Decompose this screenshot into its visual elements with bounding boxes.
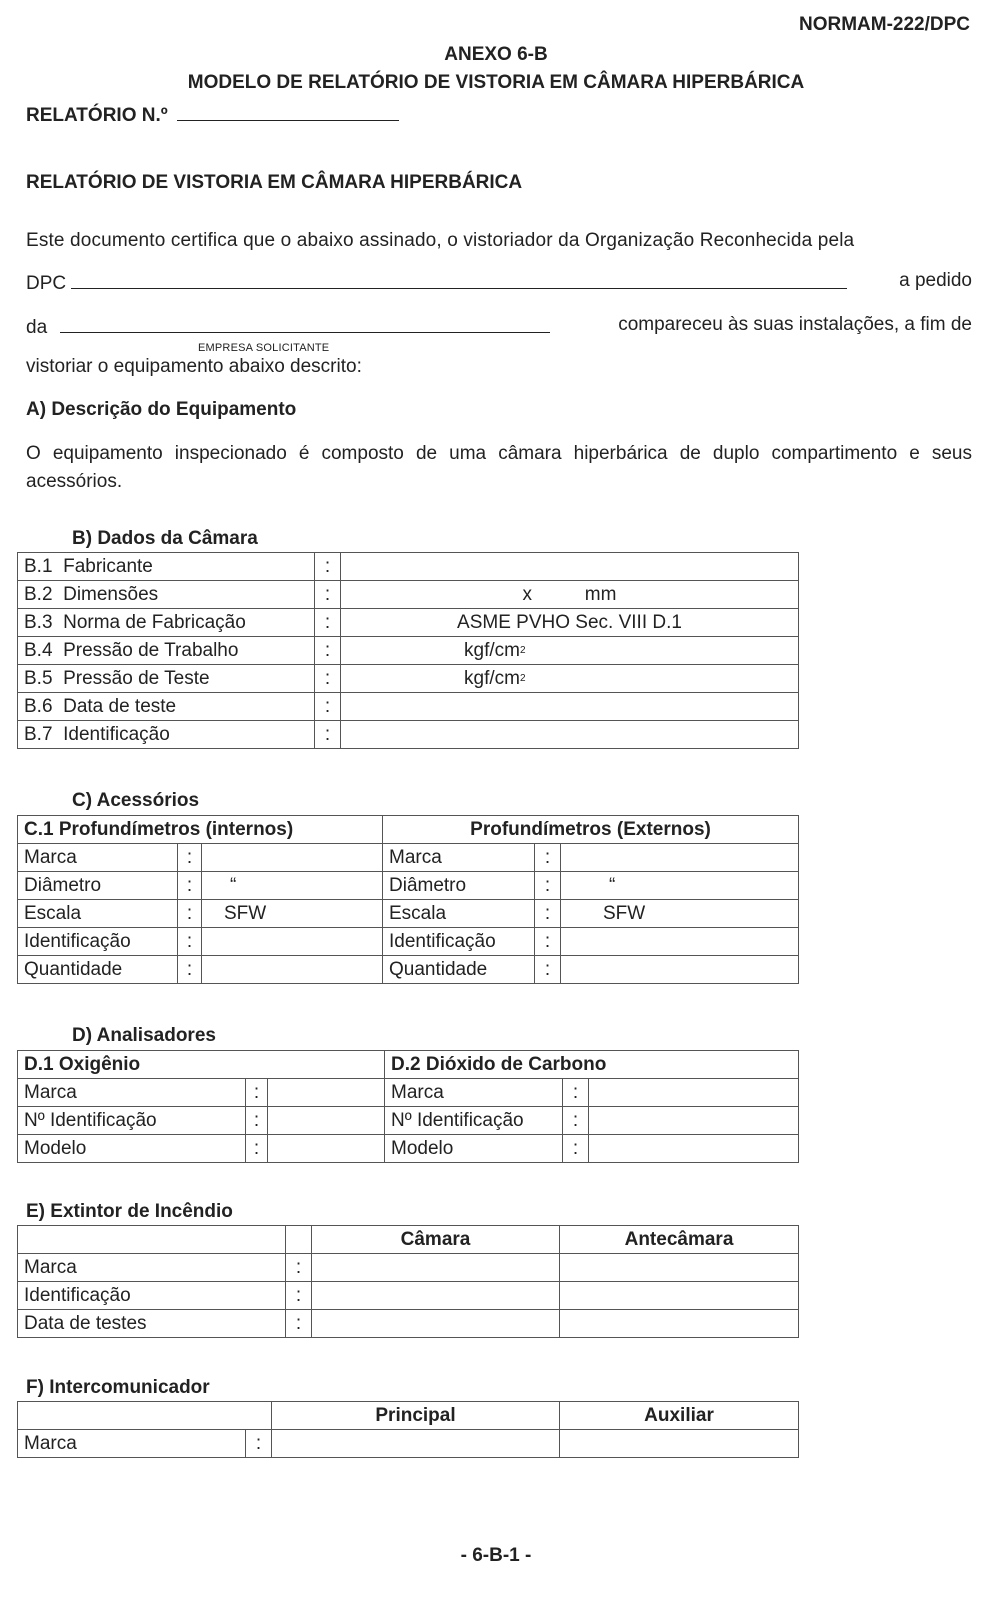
- colon: :: [315, 721, 341, 749]
- section-title: RELATÓRIO DE VISTORIA EM CÂMARA HIPERBÁRICA: [26, 172, 523, 193]
- row-label: Modelo: [18, 1135, 246, 1163]
- row-code: B.5: [24, 668, 53, 689]
- external-depth-gauges-header: Profundímetros (Externos): [383, 816, 799, 844]
- value-cell[interactable]: [560, 1282, 799, 1310]
- colon: :: [535, 844, 561, 872]
- row-label: Modelo: [385, 1135, 563, 1163]
- colon: :: [178, 900, 202, 928]
- table-row: [18, 928, 799, 956]
- value-cell[interactable]: [312, 1254, 560, 1282]
- row-code: B.7: [24, 724, 53, 745]
- value-cell[interactable]: [202, 928, 383, 956]
- analyzers-table: [17, 1050, 799, 1163]
- row-label: Nº Identificação: [385, 1107, 563, 1135]
- table-row: [18, 693, 799, 721]
- row-label: Nº Identificação: [18, 1107, 246, 1135]
- colon: :: [315, 693, 341, 721]
- empty-header: [18, 1226, 286, 1254]
- colon: :: [246, 1079, 268, 1107]
- dpc-label: DPC: [26, 273, 67, 294]
- row-label: Escala: [383, 900, 535, 928]
- colon: :: [286, 1282, 312, 1310]
- value-cell[interactable]: [561, 844, 799, 872]
- table-row: [18, 609, 799, 637]
- row-name: Norma de Fabricação: [63, 612, 246, 633]
- colon: :: [535, 872, 561, 900]
- section-a-title: A) Descrição do Equipamento: [26, 399, 297, 420]
- table-row: [18, 1107, 799, 1135]
- row-code: B.1: [24, 556, 53, 577]
- row-label: Marca: [18, 1430, 246, 1458]
- intro-line-2: [26, 270, 972, 295]
- table-row: [18, 1254, 799, 1282]
- table-row: [18, 721, 799, 749]
- table-row: [18, 1430, 799, 1458]
- row-name: Data de teste: [63, 696, 177, 717]
- row-name: Fabricante: [63, 556, 153, 577]
- row-label: [18, 581, 315, 609]
- value-cell[interactable]: [341, 693, 799, 721]
- table-row: [18, 665, 799, 693]
- table-row: [18, 872, 799, 900]
- value-cell[interactable]: [560, 1310, 799, 1338]
- row-label: Quantidade: [383, 956, 535, 984]
- colon: :: [178, 928, 202, 956]
- value-cell[interactable]: [561, 928, 799, 956]
- intro-line-3: [26, 314, 972, 339]
- value-cell[interactable]: [589, 1079, 799, 1107]
- value-cell[interactable]: [312, 1282, 560, 1310]
- section-d-title: D) Analisadores: [72, 1025, 216, 1046]
- row-name: Pressão de Trabalho: [63, 640, 239, 661]
- value-cell[interactable]: [268, 1079, 385, 1107]
- unit-text: kgf/cm: [464, 640, 520, 661]
- empresa-field[interactable]: [60, 314, 550, 333]
- value-cell[interactable]: [341, 721, 799, 749]
- row-label: Marca: [18, 1079, 246, 1107]
- row-label: [18, 665, 315, 693]
- section-b-title: B) Dados da Câmara: [72, 528, 258, 549]
- a-pedido-text: a pedido: [899, 270, 972, 291]
- camera-data-table: [17, 552, 799, 749]
- value-cell[interactable]: [341, 665, 799, 693]
- table-header-row: [18, 1226, 799, 1254]
- section-a-text: O equipamento inspecionado é composto de uma câmara hiperbárica de duplo compartimento e seus acessórios.: [26, 443, 972, 492]
- section-f-title: F) Intercomunicador: [26, 1377, 210, 1398]
- section-e-title: E) Extintor de Incêndio: [26, 1201, 233, 1222]
- table-row: [18, 1310, 799, 1338]
- row-label: [18, 553, 315, 581]
- superscript: 2: [519, 673, 526, 684]
- colon: :: [535, 956, 561, 984]
- value-cell[interactable]: [268, 1107, 385, 1135]
- value-cell[interactable]: [272, 1430, 560, 1458]
- row-label: [18, 693, 315, 721]
- value-cell[interactable]: “: [561, 872, 799, 900]
- row-code: B.3: [24, 612, 53, 633]
- table-row: [18, 900, 799, 928]
- colon: :: [178, 872, 202, 900]
- colon: :: [563, 1135, 589, 1163]
- table-row: [18, 581, 799, 609]
- oxygen-header: D.1 Oxigênio: [18, 1051, 385, 1079]
- row-label: Identificação: [18, 1282, 286, 1310]
- row-label: Quantidade: [18, 956, 178, 984]
- table-row: [18, 1282, 799, 1310]
- value-cell[interactable]: [202, 956, 383, 984]
- antecamara-header: Antecâmara: [560, 1226, 799, 1254]
- internal-depth-gauges-header: C.1 Profundímetros (internos): [18, 816, 383, 844]
- value-cell[interactable]: [268, 1135, 385, 1163]
- row-code: B.6: [24, 696, 53, 717]
- value-cell[interactable]: ASME PVHO Sec. VIII D.1: [341, 609, 799, 637]
- dpc-field[interactable]: [71, 270, 847, 289]
- row-name: Identificação: [63, 724, 170, 745]
- camara-header: Câmara: [312, 1226, 560, 1254]
- value-cell[interactable]: [560, 1254, 799, 1282]
- colon: :: [315, 553, 341, 581]
- report-number: [26, 102, 399, 127]
- empty-header: [286, 1226, 312, 1254]
- row-label: Identificação: [18, 928, 178, 956]
- annex-title: ANEXO 6-B: [444, 44, 548, 65]
- document-code: NORMAM-222/DPC: [798, 14, 970, 35]
- colon: :: [315, 665, 341, 693]
- compareceu-text: compareceu às suas instalações, a fim de: [618, 314, 972, 335]
- colon: :: [246, 1430, 272, 1458]
- value-cell[interactable]: [589, 1107, 799, 1135]
- report-number-field[interactable]: [177, 102, 399, 121]
- colon: :: [563, 1107, 589, 1135]
- row-name: Dimensões: [63, 584, 159, 605]
- row-label: Marca: [383, 844, 535, 872]
- report-number-label: RELATÓRIO N.º: [26, 105, 168, 126]
- row-label: [18, 721, 315, 749]
- colon: :: [178, 844, 202, 872]
- value-cell[interactable]: [202, 844, 383, 872]
- auxiliar-header: Auxiliar: [560, 1402, 799, 1430]
- row-code: B.4: [24, 640, 53, 661]
- unit-text: kgf/cm: [464, 668, 520, 689]
- table-row: [18, 553, 799, 581]
- row-label: Marca: [385, 1079, 563, 1107]
- row-label: Diâmetro: [18, 872, 178, 900]
- row-name: Pressão de Teste: [63, 668, 210, 689]
- row-label: Marca: [18, 844, 178, 872]
- value-cell[interactable]: SFW: [561, 900, 799, 928]
- page-title: MODELO DE RELATÓRIO DE VISTORIA EM CÂMARA HIPERBÁRICA: [187, 72, 805, 93]
- colon: :: [563, 1079, 589, 1107]
- value-cell[interactable]: “: [202, 872, 383, 900]
- value-cell[interactable]: [312, 1310, 560, 1338]
- colon: :: [286, 1310, 312, 1338]
- intercom-table: [17, 1401, 799, 1458]
- intro-line-4: vistoriar o equipamento abaixo descrito:: [26, 356, 362, 377]
- row-label: Identificação: [383, 928, 535, 956]
- table-row: [18, 1079, 799, 1107]
- value-cell[interactable]: [560, 1430, 799, 1458]
- fire-extinguisher-table: [17, 1225, 799, 1338]
- table-row: [18, 844, 799, 872]
- section-c-title: C) Acessórios: [72, 790, 200, 811]
- row-label: Marca: [18, 1254, 286, 1282]
- co2-header: D.2 Dióxido de Carbono: [385, 1051, 799, 1079]
- superscript: 2: [519, 645, 526, 656]
- colon: :: [246, 1135, 268, 1163]
- row-label: Escala: [18, 900, 178, 928]
- row-label: Diâmetro: [383, 872, 535, 900]
- table-header-row: [18, 816, 799, 844]
- value-cell[interactable]: [341, 553, 799, 581]
- value-cell[interactable]: [589, 1135, 799, 1163]
- empty-header: [18, 1402, 272, 1430]
- table-row: [18, 956, 799, 984]
- value-cell[interactable]: SFW: [202, 900, 383, 928]
- colon: :: [286, 1254, 312, 1282]
- value-cell[interactable]: x mm: [341, 581, 799, 609]
- colon: :: [535, 928, 561, 956]
- table-row: [18, 637, 799, 665]
- accessories-table: [17, 815, 799, 984]
- table-row: [18, 1135, 799, 1163]
- principal-header: Principal: [272, 1402, 560, 1430]
- colon: :: [315, 609, 341, 637]
- row-label: [18, 637, 315, 665]
- intro-line-1: Este documento certifica que o abaixo assinado, o vistoriador da Organização Reconhecida pela: [26, 230, 855, 251]
- table-header-row: [18, 1051, 799, 1079]
- empresa-sublabel: EMPRESA SOLICITANTE: [198, 342, 330, 354]
- row-label: [18, 609, 315, 637]
- colon: :: [246, 1107, 268, 1135]
- da-label: da: [26, 317, 48, 338]
- value-cell[interactable]: [341, 637, 799, 665]
- page-number: - 6-B-1 -: [460, 1545, 532, 1566]
- row-label: Data de testes: [18, 1310, 286, 1338]
- row-code: B.2: [24, 584, 53, 605]
- colon: :: [315, 581, 341, 609]
- value-cell[interactable]: [561, 956, 799, 984]
- colon: :: [535, 900, 561, 928]
- colon: :: [178, 956, 202, 984]
- table-header-row: [18, 1402, 799, 1430]
- colon: :: [315, 637, 341, 665]
